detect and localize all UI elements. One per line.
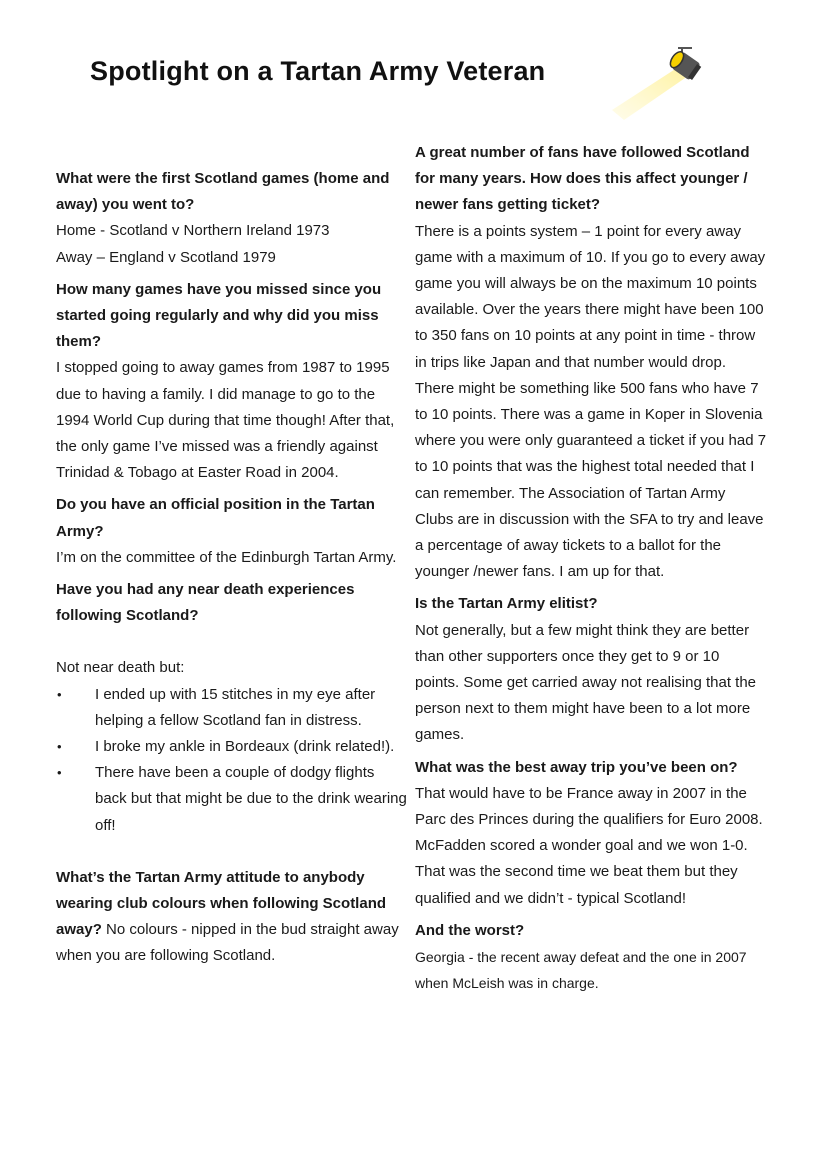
left-column [56,166,408,970]
page-title: Spotlight on a Tartan Army Veteran [90,56,546,86]
answer-ticket-allocation: There is a points system – 1 point for every away game with a maximum of 10. If you go to every away game you will always be on the maximum 10 points available. Over the years there might have been 100 to 350 fans on 10 points at any point in time - throw in trips like Japan and that number would drop. There might be something like 500 fans who have 7 to 10 points. There was a game in Koper in Slovenia where you were only guaranteed a ticket if you had 7 to 10 points that was the highest total needed that I can remember. The Association of Tartan Army Clubs are in discussion with the SFA to try and leave a percentage of away tickets to a ballot for the younger /newer fans. I am up for that. [415,222,767,581]
list-item: • I ended up with 15 stitches in my eye after helping a fellow Scotland fan in distress. [56,682,408,734]
answer-elitist: Not generally, but a few might think they are better than other supporters once they get to 9 or 10 points. Some get carried away not realising that the person next to them might have been to a lot more games. [415,621,757,744]
bullet-icon: • [57,739,62,755]
question-worst-trip: And the worst? [415,921,525,939]
question-club-colours: What’s the Tartan Army attitude to anybody wearing club colours when following Scotland away? [56,868,387,939]
answer-first-home-game: Home - Scotland v Northern Ireland 1973 [56,222,330,240]
answer-games-missed: I stopped going to away games from 1987 to 1995 due to having a family. I did manage to go to the 1994 World Cup during that time though! After that, the only game I’ve missed was a friendly against Trinidad & Tobago at Easter Road in 2004. [56,359,395,482]
answer-near-death-intro: Not near death but: [56,659,185,677]
list-item: • I broke my ankle in Bordeaux (drink related!). [56,734,408,760]
bullet-icon: • [57,765,62,781]
question-games-missed: How many games have you missed since you started going regularly and why did you miss them? [56,280,382,351]
near-death-list [56,682,408,839]
answer-worst-trip: Georgia - the recent away defeat and the one in 2007 when McLeish was in charge. [415,949,747,992]
question-best-trip: What was the best away trip you’ve been on? [415,758,738,776]
bullet-icon: • [57,686,62,702]
right-column [415,140,767,997]
question-elitist: Is the Tartan Army elitist? [415,595,598,613]
question-first-games: What were the first Scotland games (home and away) you went to? [56,170,390,214]
spotlight-icon [608,40,708,122]
answer-club-colours: No colours - nipped in the bud straight away when you are following Scotland. [56,921,399,965]
answer-official-position: I’m on the committee of the Edinburgh Tartan Army. [56,548,397,566]
question-ticket-allocation: A great number of fans have followed Scotland for many years. How does this affect younger / newer fans getting ticket? [415,144,750,214]
question-near-death: Have you had any near death experiences following Scotland? [56,581,355,625]
question-official-position: Do you have an official position in the Tartan Army? [56,496,375,540]
answer-best-trip: That would have to be France away in 2007 in the Parc des Princes during the qualifiers for Euro 2008. McFadden scored a wonder goal and we won 1-0. That was the second time we beat them but they qualified and we didn’t - typical Scotland! [415,784,763,907]
list-item: • There have been a couple of dodgy flights back but that might be due to the drink wearing off! [56,760,408,839]
answer-first-away-game: Away – England v Scotland 1979 [56,248,276,266]
club-colours-paragraph [56,865,408,970]
